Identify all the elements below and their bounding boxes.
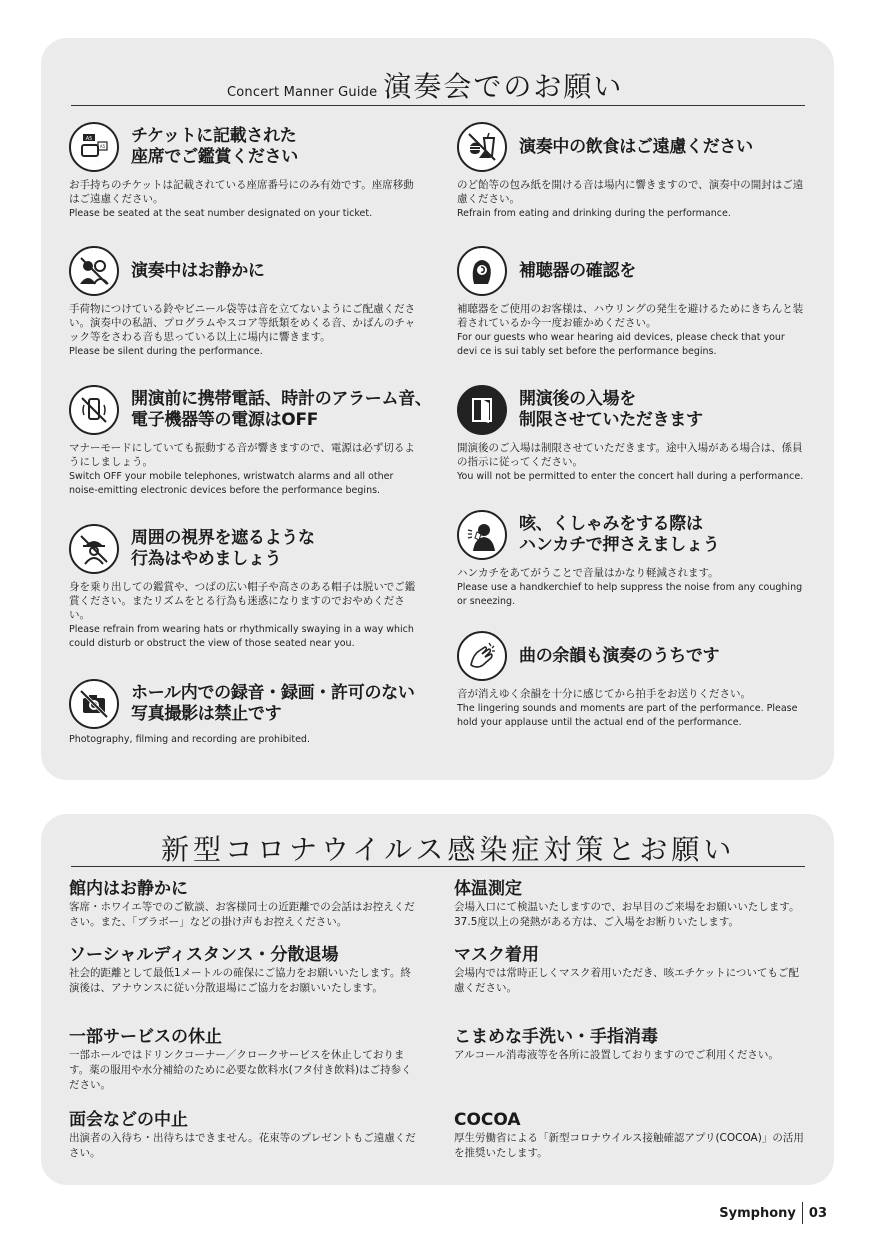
covid-heading-rule — [71, 866, 805, 867]
item-title: 曲の余韻も演奏のうちです — [519, 645, 720, 666]
manner-item-cough — [457, 507, 807, 609]
covid-item — [454, 944, 806, 996]
item-text-en: Please be silent during the performance. — [69, 346, 263, 357]
manner-title-jp: 演奏会でのお願い — [383, 70, 624, 103]
no-camera-icon — [69, 679, 119, 729]
page-footer — [719, 1202, 827, 1224]
item-text-jp: 音が消えゆく余韻を十分に感じてから拍手をお送りください。 — [457, 688, 751, 700]
covid-item-title: ソーシャルディスタンス・分散退場 — [69, 945, 339, 965]
manner-heading — [227, 65, 623, 105]
covid-item-body: 社会的距離として最低1メートルの確保にご協力をお願いいたします。終演後は、アナウンスに従い分散退場にご協力をお願いいたします。 — [69, 967, 411, 994]
manner-item-quiet — [69, 243, 419, 359]
covid-item-body: 会場入口にて検温いたしますので、お早目のご来場をお願いいたします。37.5度以上の発熱がある方は、ご入場をお断りいたします。 — [454, 901, 800, 928]
covid-title: 新型コロナウイルス感染症対策とお願い — [161, 833, 736, 866]
covid-item-body: 一部ホールではドリンクコーナー／クロークサービスを休止しております。薬の服用や水分補給のために必要な飲料水(フタ付き飲料)はご持参ください。 — [69, 1049, 412, 1091]
manner-item-phone — [69, 382, 432, 498]
item-text-jp: お手持ちのチケットは記載されている座席番号にのみ有効です。座席移動はご遠慮ください。 — [69, 179, 414, 205]
manner-item-ticket — [69, 119, 419, 221]
manner-item-camera — [69, 676, 419, 747]
covid-item-title: 館内はお静かに — [69, 879, 188, 899]
item-title: 演奏中の飲食はご遠慮ください — [519, 136, 753, 157]
covid-item-body: 会場内では常時正しくマスク着用いただき、咳エチケットについてもご配慮ください。 — [454, 967, 799, 994]
item-text-jp: 補聴器をご使用のお客様は、ハウリングの発生を避けるためにきちんと装着されているか今一度お確かめください。 — [457, 303, 804, 329]
item-text-en: Refrain from eating and drinking during the performance. — [457, 208, 731, 219]
item-text-jp: 開演後のご入場は制限させていただきます。途中入場がある場合は、係員の指示に従ってください。 — [457, 442, 803, 468]
item-text-en: Please use a handkerchief to help suppress the noise from any coughing or sneezing. — [457, 582, 803, 607]
applause-icon — [457, 631, 507, 681]
item-text-jp: 手荷物につけている鈴やビニール袋等は音を立てないようにご配慮ください。演奏中の私語、プログラムやスコア等紙類をめくる音、かばんのチャック等をさわる音も思っている以上に場内に響きます。 — [69, 303, 416, 343]
covid-item — [69, 1026, 421, 1093]
item-text-en: Please be seated at the seat number designated on your ticket. — [69, 208, 373, 219]
item-title: 周囲の視界を遮るような 行為はやめましょう — [131, 528, 315, 569]
item-title: チケットに記載された 座席でご鑑賞ください — [131, 126, 298, 167]
covid-panel — [41, 814, 834, 1185]
svg-text:A5: A5 — [99, 144, 106, 149]
manner-item-applause — [457, 628, 807, 730]
covid-item-body: 客席・ホワイエ等でのご歓談、お客様同士の近距離での会話はお控えください。また、「ブラボー」などの掛け声もお控えください。 — [69, 901, 415, 928]
covid-item-title: 体温測定 — [454, 879, 522, 899]
page-number: 03 — [808, 1205, 827, 1221]
svg-text:A5: A5 — [85, 136, 93, 142]
manner-item-entry — [457, 382, 807, 484]
item-title: 開演前に携帯電話、時計のアラーム音、 電子機器等の電源はOFF — [131, 389, 432, 430]
item-text-en: Photography, filming and recording are prohibited. — [69, 734, 310, 745]
item-text-jp: 身を乗り出しての鑑賞や、つばの広い帽子や高さのある帽子は脱いでご鑑賞ください。またリズムをとる行為も迷惑になりますのでおやめください。 — [69, 581, 416, 621]
item-title: 咳、くしゃみをする際は ハンカチで押さえましょう — [519, 514, 720, 555]
covid-item-title: マスク着用 — [454, 945, 539, 965]
footer-brand: Symphony — [719, 1205, 796, 1221]
covid-item-title: 面会などの中止 — [69, 1110, 188, 1130]
item-text-en: You will not be permitted to enter the concert hall during a performance. — [457, 471, 804, 482]
covid-item-title: 一部サービスの休止 — [69, 1027, 222, 1047]
cough-icon — [457, 510, 507, 560]
manner-title-en: Concert Manner Guide — [227, 85, 378, 100]
manner-item-hearing — [457, 243, 807, 359]
covid-item-body: アルコール消毒液等を各所に設置しておりますのでご利用ください。 — [454, 1049, 779, 1061]
covid-item — [454, 1026, 806, 1063]
covid-item — [454, 878, 806, 930]
item-text-en: For our guests who wear hearing aid devices, please check that your devi ce is sui tably set before the performance begins. — [457, 332, 785, 357]
no-hat-icon — [69, 524, 119, 574]
ticket-seat-icon — [69, 122, 119, 172]
no-phone-icon — [69, 385, 119, 435]
item-text-jp: のど飴等の包み紙を開ける音は場内に響きますので、演奏中の開封はご遠慮ください。 — [457, 179, 804, 205]
item-title: 補聴器の確認を — [519, 260, 636, 281]
footer-divider — [802, 1202, 803, 1224]
covid-item — [454, 1109, 806, 1161]
covid-item — [69, 878, 421, 930]
hearing-aid-icon — [457, 246, 507, 296]
item-title: 開演後の入場を 制限させていただきます — [519, 389, 703, 430]
item-text-en: Please refrain from wearing hats or rhythmically swaying in a way which could disturb or obstruct the view of those seated near you. — [69, 624, 414, 649]
door-icon — [457, 385, 507, 435]
manner-item-view — [69, 521, 419, 651]
quiet-icon — [69, 246, 119, 296]
covid-item-title: COCOA — [454, 1110, 521, 1130]
covid-item — [69, 1109, 421, 1161]
covid-item — [69, 944, 421, 996]
covid-item-body: 厚生労働省による「新型コロナウイルス接触確認アプリ(COCOA)」の活用を推奨いたします。 — [454, 1132, 804, 1159]
covid-item-title: こまめな手洗い・手指消毒 — [454, 1027, 658, 1047]
manner-heading-rule — [71, 105, 805, 106]
item-text-en: Switch OFF your mobile telephones, wristwatch alarms and all other noise-emitting electronic devices before the performance begins. — [69, 471, 394, 496]
no-food-icon — [457, 122, 507, 172]
item-text-jp: マナーモードにしていても振動する音が響きますので、電源は必ず切るようにしましょう。 — [69, 442, 415, 468]
covid-item-body: 出演者の入待ち・出待ちはできません。花束等のプレゼントもご遠慮ください。 — [69, 1132, 416, 1159]
manner-guide-panel — [41, 38, 834, 780]
item-title: ホール内での録音・録画・許可のない 写真撮影は禁止です — [131, 683, 415, 724]
manner-item-food — [457, 119, 807, 221]
item-text-en: The lingering sounds and moments are part of the performance. Please hold your applause until the actual end of the performance. — [457, 703, 798, 728]
item-title: 演奏中はお静かに — [131, 260, 265, 281]
item-text-jp: ハンカチをあてがうことで音量はかなり軽減されます。 — [457, 567, 719, 579]
